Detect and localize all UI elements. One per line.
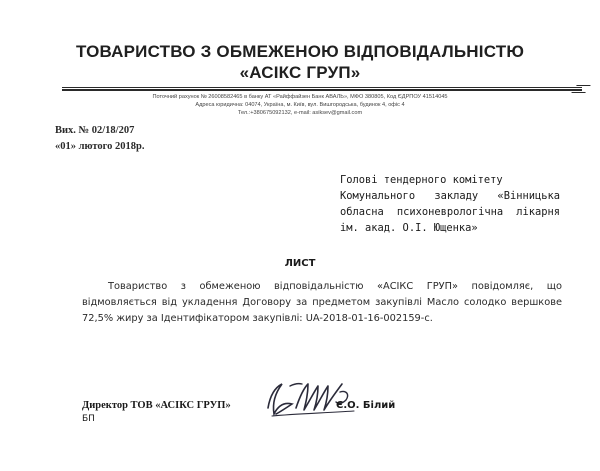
executor-initials: БП <box>82 414 95 424</box>
outgoing-date: «01» лютого 2018р. <box>55 141 145 152</box>
handwritten-signature <box>262 374 362 424</box>
recipient-line: Комунального закладу «Вінницька <box>340 190 560 202</box>
letter-title: ЛИСТ <box>284 258 316 269</box>
company-name-line1: ТОВАРИСТВО З ОБМЕЖЕНОЮ ВІДПОВІДАЛЬНІСТЮ <box>75 42 525 61</box>
recipient-block <box>340 172 560 236</box>
signatory-name: Є.О. Білий <box>336 400 396 411</box>
recipient-line: Голові тендерного комітету <box>340 174 503 186</box>
contact-info: Тел.:+380675092132, e-mail: asiksev@gmail.com <box>237 110 363 116</box>
company-name-line2: «АСІКС ГРУП» <box>239 63 361 82</box>
outgoing-number: Вих. № 02/18/207 <box>55 125 135 136</box>
header-rule-bottom <box>62 89 582 91</box>
body-line: відмовляється від укладення Договору за предметом закупівлі Масло солодко вершкове <box>82 297 562 308</box>
header-rule-top <box>62 87 582 88</box>
letter-body <box>82 279 562 327</box>
signatory-position: Директор ТОВ «АСІКС ГРУП» <box>82 400 231 411</box>
body-line: 72,5% жиру за Ідентифікатором закупівлі: UA-2018-01-16-002159-с. <box>82 313 433 324</box>
recipient-line: обласна психоневрологічна лікарня <box>340 206 560 218</box>
bank-requisites: Поточний рахунок № 26008582465 в банку АТ «Райффайзен Банк АВАЛЬ», МФО 380805, Код ЄДРПОУ 41514045 <box>152 94 448 100</box>
legal-address: Адреса юридична: 04074, Україна, м. Київ, вул. Вишгородська, будинок 4, офіс 4 <box>195 102 405 108</box>
body-line: Товариство з обмеженою відповідальністю «АСІКС ГРУП» повідомляє, що <box>108 281 562 292</box>
recipient-line: ім. акад. О.І. Ющенка» <box>340 222 478 234</box>
